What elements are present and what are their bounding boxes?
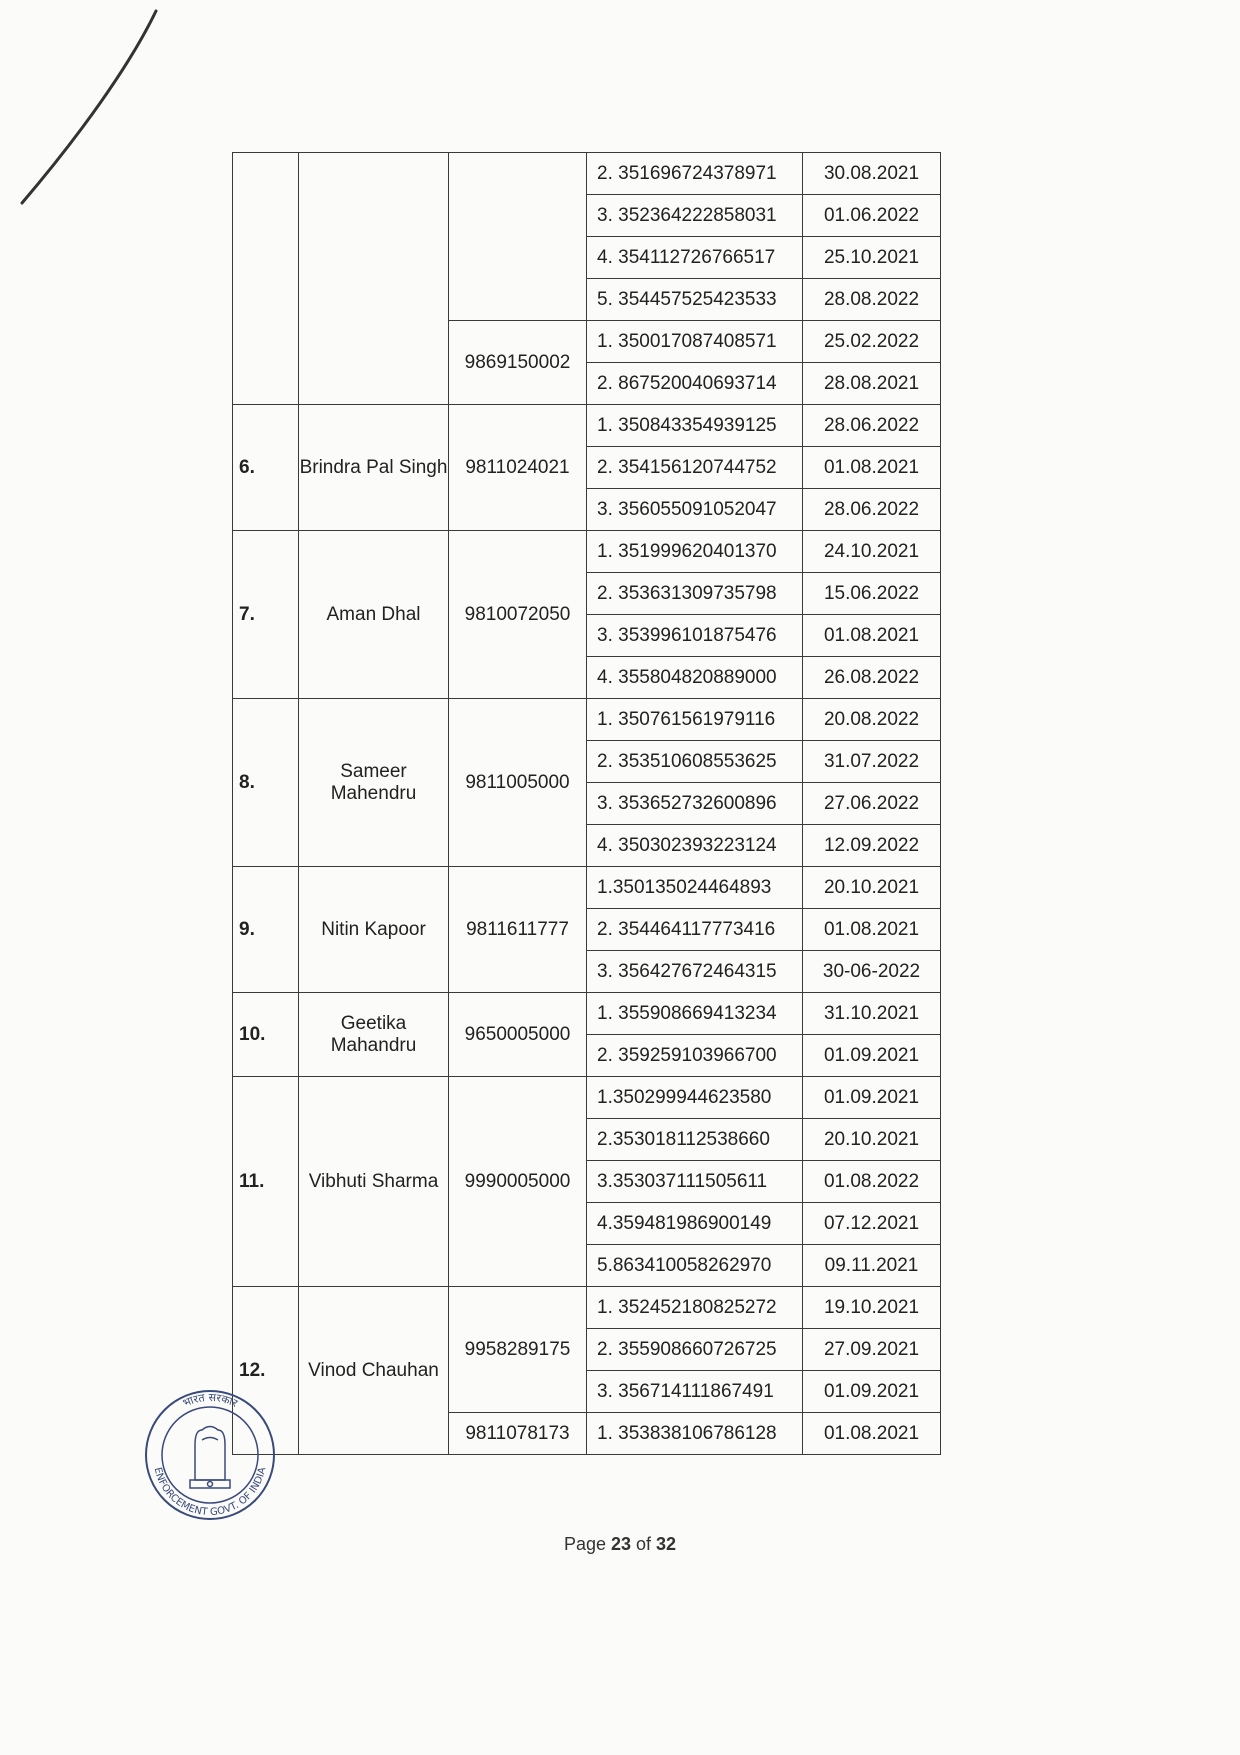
date-cell: 28.06.2022: [803, 405, 941, 447]
table-row: [233, 405, 941, 447]
imei-cell: 3. 356427672464315: [587, 951, 803, 993]
phone-number-cell: 9810072050: [449, 531, 587, 699]
date-cell: 26.08.2022: [803, 657, 941, 699]
date-cell: 01.09.2021: [803, 1371, 941, 1413]
page-current: 23: [610, 1534, 632, 1554]
person-name-cell: Geetika Mahandru: [299, 993, 449, 1077]
date-cell: 01.08.2021: [803, 909, 941, 951]
imei-cell: 2. 353510608553625: [587, 741, 803, 783]
imei-cell: 3. 352364222858031: [587, 195, 803, 237]
emblem-icon: [190, 1427, 230, 1489]
imei-cell: 1.350299944623580: [587, 1077, 803, 1119]
date-cell: 12.09.2022: [803, 825, 941, 867]
person-name-cell: Nitin Kapoor: [299, 867, 449, 993]
imei-cell: 3. 356055091052047: [587, 489, 803, 531]
imei-cell: 1. 355908669413234: [587, 993, 803, 1035]
imei-cell: 3. 353652732600896: [587, 783, 803, 825]
date-cell: 25.10.2021: [803, 237, 941, 279]
imei-cell: 2. 359259103966700: [587, 1035, 803, 1077]
seal-bottom-text: ENFORCEMENT GOVT. OF INDIA: [151, 1466, 269, 1519]
phone-number-cell: [449, 153, 587, 321]
date-cell: 20.08.2022: [803, 699, 941, 741]
imei-cell: 5. 354457525423533: [587, 279, 803, 321]
pen-stroke-mark: [10, 5, 160, 215]
date-cell: 31.10.2021: [803, 993, 941, 1035]
serial-number-cell: 6.: [233, 405, 299, 531]
phone-number-cell: 9811005000: [449, 699, 587, 867]
imei-cell: 2. 351696724378971: [587, 153, 803, 195]
table-row: [233, 153, 941, 195]
date-cell: 01.06.2022: [803, 195, 941, 237]
phone-number-cell: 9811611777: [449, 867, 587, 993]
phone-number-cell: 9990005000: [449, 1077, 587, 1287]
date-cell: 01.08.2021: [803, 447, 941, 489]
imei-cell: 3. 353996101875476: [587, 615, 803, 657]
table-row: [233, 1077, 941, 1119]
date-cell: 28.06.2022: [803, 489, 941, 531]
person-name-cell: Vinod Chauhan: [299, 1287, 449, 1455]
imei-cell: 1.350135024464893: [587, 867, 803, 909]
date-cell: 15.06.2022: [803, 573, 941, 615]
seal-top-text: भारत सरकार: [180, 1390, 240, 1410]
phone-number-cell: 9811024021: [449, 405, 587, 531]
imei-cell: 3. 356714111867491: [587, 1371, 803, 1413]
person-name-cell: Vibhuti Sharma: [299, 1077, 449, 1287]
person-name-cell: [299, 153, 449, 405]
date-cell: 19.10.2021: [803, 1287, 941, 1329]
date-cell: 20.10.2021: [803, 867, 941, 909]
date-cell: 07.12.2021: [803, 1203, 941, 1245]
imei-cell: 2. 867520040693714: [587, 363, 803, 405]
date-cell: 30.08.2021: [803, 153, 941, 195]
imei-cell: 2. 354156120744752: [587, 447, 803, 489]
date-cell: 01.09.2021: [803, 1035, 941, 1077]
person-name-cell: Aman Dhal: [299, 531, 449, 699]
imei-cell: 3.353037111505611: [587, 1161, 803, 1203]
imei-cell: 4. 350302393223124: [587, 825, 803, 867]
imei-cell: 2. 355908660726725: [587, 1329, 803, 1371]
date-cell: 25.02.2022: [803, 321, 941, 363]
date-cell: 20.10.2021: [803, 1119, 941, 1161]
serial-number-cell: 12.: [233, 1287, 299, 1455]
imei-cell: 2.353018112538660: [587, 1119, 803, 1161]
table-row: [233, 1287, 941, 1329]
date-cell: 24.10.2021: [803, 531, 941, 573]
imei-cell: 4. 354112726766517: [587, 237, 803, 279]
date-cell: 01.08.2022: [803, 1161, 941, 1203]
imei-records-table: [232, 152, 941, 1455]
person-name-cell: Brindra Pal Singh: [299, 405, 449, 531]
table-row: [233, 993, 941, 1035]
page-label-middle: of: [631, 1534, 657, 1554]
phone-number-cell: 9958289175: [449, 1287, 587, 1413]
serial-number-cell: 7.: [233, 531, 299, 699]
date-cell: 31.07.2022: [803, 741, 941, 783]
table-row: [233, 867, 941, 909]
date-cell: 01.08.2021: [803, 1413, 941, 1455]
serial-number-cell: 9.: [233, 867, 299, 993]
date-cell: 28.08.2022: [803, 279, 941, 321]
date-cell: 27.09.2021: [803, 1329, 941, 1371]
page-label-prefix: Page: [563, 1534, 611, 1554]
imei-cell: 2. 354464117773416: [587, 909, 803, 951]
imei-cell: 1. 350843354939125: [587, 405, 803, 447]
imei-cell: 4.359481986900149: [587, 1203, 803, 1245]
table-body: [233, 153, 941, 1455]
date-cell: 27.06.2022: [803, 783, 941, 825]
imei-cell: 4. 355804820889000: [587, 657, 803, 699]
serial-number-cell: [233, 153, 299, 405]
imei-cell: 1. 351999620401370: [587, 531, 803, 573]
phone-number-cell: 9650005000: [449, 993, 587, 1077]
government-seal-stamp: [140, 1385, 280, 1525]
imei-cell: 1. 353838106786128: [587, 1413, 803, 1455]
imei-cell: 2. 353631309735798: [587, 573, 803, 615]
serial-number-cell: 11.: [233, 1077, 299, 1287]
date-cell: 28.08.2021: [803, 363, 941, 405]
date-cell: 01.09.2021: [803, 1077, 941, 1119]
serial-number-cell: 8.: [233, 699, 299, 867]
table-row: [233, 699, 941, 741]
page-total: 32: [656, 1534, 677, 1554]
person-name-cell: Sameer Mahendru: [299, 699, 449, 867]
imei-cell: 5.863410058262970: [587, 1245, 803, 1287]
svg-text:ENFORCEMENT GOVT. OF INDIA: [152, 1466, 269, 1518]
phone-number-cell: 9869150002: [449, 321, 587, 405]
date-cell: 01.08.2021: [803, 615, 941, 657]
imei-cell: 1. 350017087408571: [587, 321, 803, 363]
page-footer: [0, 1534, 1240, 1555]
imei-cell: 1. 352452180825272: [587, 1287, 803, 1329]
date-cell: 30-06-2022: [803, 951, 941, 993]
date-cell: 09.11.2021: [803, 1245, 941, 1287]
table-row: [233, 531, 941, 573]
phone-number-cell: 9811078173: [449, 1413, 587, 1455]
imei-cell: 1. 350761561979116: [587, 699, 803, 741]
serial-number-cell: 10.: [233, 993, 299, 1077]
